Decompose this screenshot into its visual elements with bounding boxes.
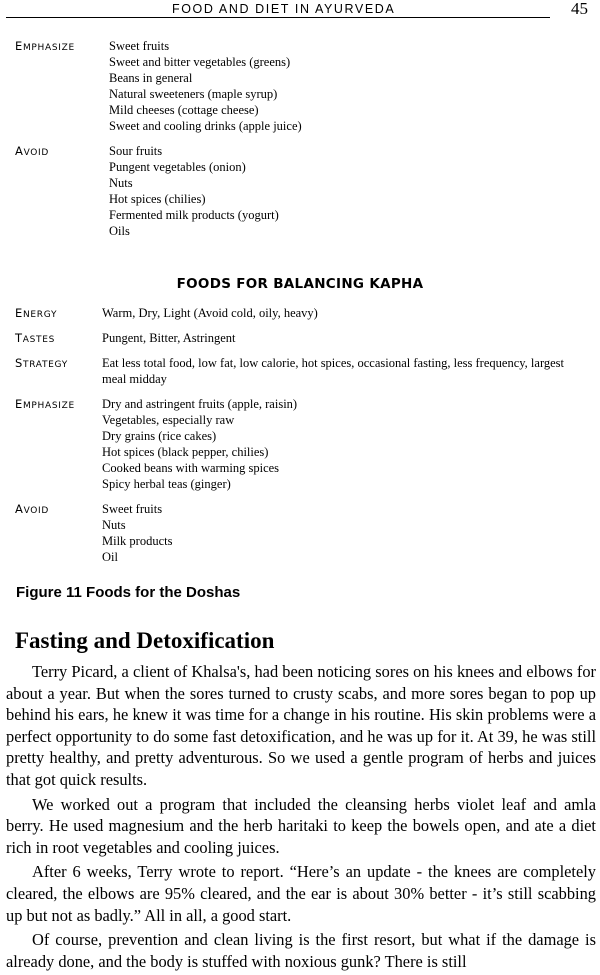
page-number: 45 [571,0,588,18]
row-label-avoid: AVOID [15,144,50,158]
tastes-value: Pungent, Bitter, Astringent [102,331,236,345]
list-item: Sour fruits [109,144,163,158]
list-item: Fermented milk products (yogurt) [109,208,279,223]
paragraph: Terry Picard, a client of Khalsa's, had been noticing sores on his knees and elbows for about a year. But when the sores turned to crusty scabs, and more sores began to pop up behind his ears, he knew it was time for a change in his routine. His skin problems were a perfect opportunity to do some fast detoxification, and he was up for it. At 39, he was still pretty healthy, and pretty adventurous. So we used a gentle program of herbs and juices that got quick results. [6,662,596,789]
kapha-strategy-value [102,355,572,387]
list-item: Natural sweeteners (maple syrup) [109,87,278,102]
row-label-strategy: STRATEGY [15,356,68,370]
kapha-energy-value [102,305,318,321]
list-item: Sweet fruits [102,502,163,516]
list-item: Dry and astringent fruits (apple, raisin) [102,397,298,411]
list-item: Beans in general [109,71,193,86]
paragraph: Of course, prevention and clean living is the first resort, but what if the damage is already done, and the body is stuffed with noxious gunk? There is still [6,930,596,971]
kapha-section-title: FOODS FOR BALANCING KAPHA [176,276,424,292]
list-item: Pungent vegetables (onion) [109,160,246,175]
pitta-emphasize-list [109,38,302,135]
list-item: Cooked beans with warming spices [102,461,280,476]
header-rule [6,17,550,18]
pitta-avoid-list [109,143,279,240]
energy-value: Warm, Dry, Light (Avoid cold, oily, heavy) [102,306,318,320]
row-label-emphasize: EMPHASIZE [15,39,75,53]
kapha-emphasize-list [102,396,297,493]
kapha-avoid-list [102,501,172,565]
strategy-value: Eat less total food, low fat, low calorie, hot spices, occasional fasting, less frequency, largest meal midday [102,356,565,387]
paragraph: We worked out a program that included the cleansing herbs violet leaf and amla berry. He used magnesium and the herb haritaki to keep the bowels open, and ate a diet rich in root vegetables and cooling juices. [6,794,596,857]
list-item: Mild cheeses (cottage cheese) [109,103,259,118]
list-item: Dry grains (rice cakes) [102,429,217,444]
list-item: Oil [102,550,118,565]
running-header [0,0,600,22]
list-item: Nuts [102,518,126,533]
list-item: Oils [109,224,130,239]
list-item: Spicy herbal teas (ginger) [102,477,231,492]
list-item: Nuts [109,176,133,191]
list-item: Vegetables, especially raw [102,413,235,428]
figure-caption: Figure 11 Foods for the Doshas [16,584,241,601]
list-item: Sweet and cooling drinks (apple juice) [109,119,302,134]
list-item: Hot spices (chilies) [109,192,206,207]
list-item: Sweet and bitter vegetables (greens) [109,55,291,70]
kapha-tastes-value [102,330,236,346]
section-heading: Fasting and Detoxification [15,628,275,653]
running-title: FOOD AND DIET IN AYURVEDA [168,2,399,16]
row-label-emphasize: EMPHASIZE [15,397,75,411]
row-label-energy: ENERGY [15,306,58,320]
list-item: Hot spices (black pepper, chilies) [102,445,269,460]
row-label-avoid: AVOID [15,502,50,516]
list-item: Sweet fruits [109,39,170,53]
list-item: Milk products [102,534,173,549]
paragraph: After 6 weeks, Terry wrote to report. “Here’s an update - the knees are completely cleared, the elbows are 95% cleared, and the ear is about 30% better - it’s still scabbing up but not as badly.” All in all, a good start. [6,862,596,925]
row-label-tastes: TASTES [15,331,56,345]
body-text [6,661,596,975]
